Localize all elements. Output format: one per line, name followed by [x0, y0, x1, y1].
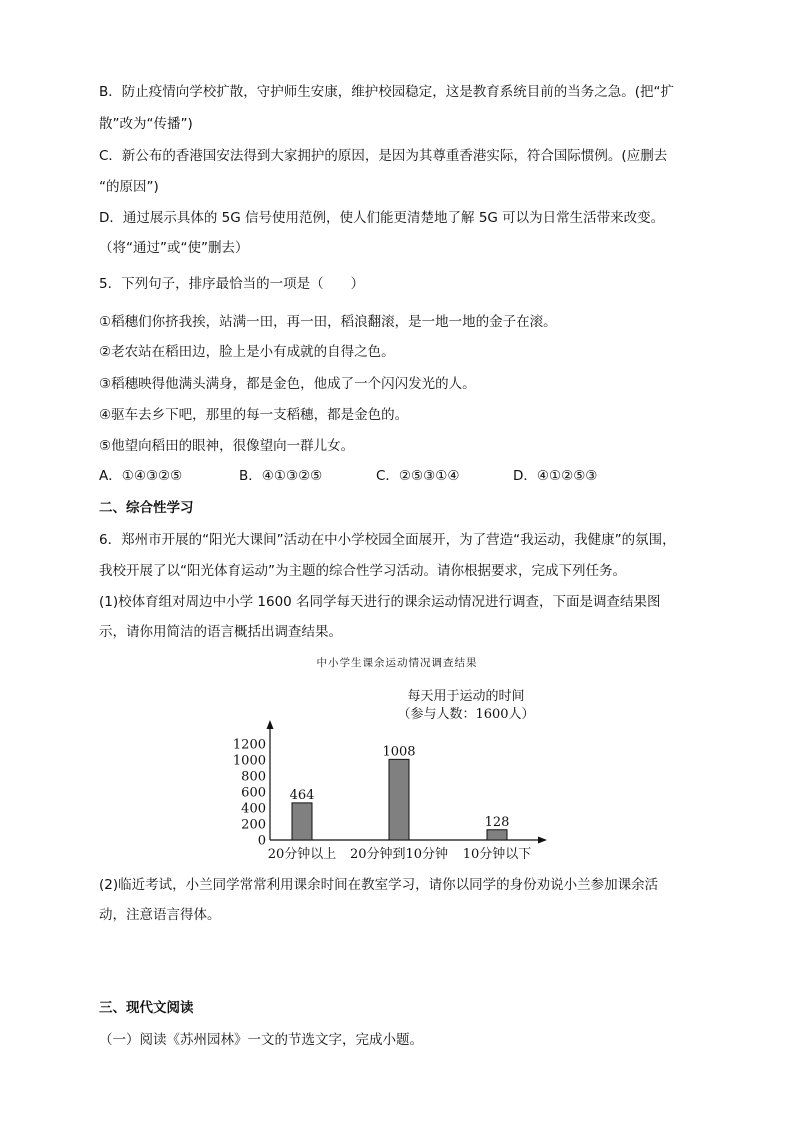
y-tick-label: 400 [241, 801, 266, 817]
q6-stem-line2: 我校开展了以“阳光体育运动”为主题的综合性学习活动。请你根据要求，完成下列任务。 [99, 563, 626, 579]
bar-value-label: 464 [289, 787, 315, 803]
q4-option-c-line2: “的原因”) [99, 179, 159, 195]
bar-value-label: 128 [484, 814, 510, 830]
q6-task1-line2: 示，请你用简洁的语言概括出调查结果。 [99, 624, 342, 640]
section-3-passage-instruction: （一）阅读《苏州园林》一文的节选文字，完成小题。 [99, 1032, 423, 1048]
q5-sentence-1: ①稻穗们你挤我挨，站满一田，再一田，稻浪翻滚，是一地一地的金子在滚。 [99, 314, 557, 330]
x-category-label: 20分钟到10分钟 [349, 847, 449, 862]
y-tick-label: 800 [241, 769, 266, 785]
q4-option-c-line1: C．新公布的香港国安法得到大家拥护的原因，是因为其尊重香港实际，符合国际惯例。(应删去 [99, 148, 668, 164]
section-2-heading: 二、综合性学习 [99, 500, 194, 516]
q5-option-b: B．④①③②⑤ [239, 468, 323, 484]
chart-subtitle-participants: （参与人数：1600人） [397, 707, 535, 722]
q5-sentence-2: ②老农站在稻田边，脸上是小有成就的自得之色。 [99, 344, 395, 360]
chart-title: 中小学生课余运动情况调查结果 [316, 657, 478, 669]
x-axis-arrow [538, 837, 547, 844]
q5-sentence-4: ④驱车去乡下吧，那里的每一支稻穗，都是金色的。 [99, 407, 409, 423]
chart-subtitle: 每天用于运动的时间 [407, 689, 525, 704]
x-category-label: 20分钟以上 [267, 847, 337, 862]
y-axis-arrow [267, 720, 274, 729]
bar-value-label: 1008 [382, 744, 416, 760]
q4-option-b-line1: B．防止疫情向学校扩散，守护师生安康，维护校园稳定，这是教育系统目前的当务之急。(把“扩 [99, 84, 675, 100]
q5-option-a: A．①④③②⑤ [99, 468, 183, 484]
y-tick-label: 600 [241, 785, 266, 801]
q4-option-d-line2: （将“通过”或“使”删去） [99, 240, 249, 256]
q4-option-d-line1: D．通过展示具体的 5G 信号使用范例，使人们能更清楚地了解 5G 可以为日常生活带来改变。 [99, 210, 665, 226]
bar [389, 759, 409, 840]
section-3-heading: 三、现代文阅读 [99, 1000, 194, 1016]
bar [292, 803, 312, 840]
q6-task2-line1: (2)临近考试，小兰同学常常利用课余时间在教室学习，请你以同学的身份劝说小兰参加课余活 [99, 877, 659, 893]
q5-sentence-5: ⑤他望向稻田的眼神，很像望向一群儿女。 [99, 438, 355, 454]
y-tick-label: 200 [241, 817, 266, 833]
q6-task2-line2: 动，注意语言得体。 [99, 907, 221, 923]
q5-stem: 5．下列句子，排序最恰当的一项是（ ） [99, 276, 365, 292]
y-tick-label: 0 [257, 833, 266, 849]
bar [487, 830, 507, 840]
y-tick-label: 1200 [232, 737, 266, 753]
q6-stem-line1: 6．郑州市开展的“阳光大课间”活动在中小学校园全面展开，为了营造“我运动，我健康”的氛围， [99, 532, 676, 548]
q4-option-b-line2: 散”改为“传播”) [99, 116, 193, 132]
y-tick-label: 1000 [232, 753, 266, 769]
q5-option-d: D．④①②⑤③ [513, 468, 598, 484]
q5-sentence-3: ③稻穗映得他满头满身，都是金色，他成了一个闪闪发光的人。 [99, 376, 476, 392]
q5-option-c: C．②⑤③①④ [376, 468, 460, 484]
x-category-label: 10分钟以下 [462, 847, 532, 862]
q6-task1-line1: (1)校体育组对周边中小学 1600 名同学每天进行的课余运动情况进行调查，下面是调查结果图 [99, 594, 661, 610]
